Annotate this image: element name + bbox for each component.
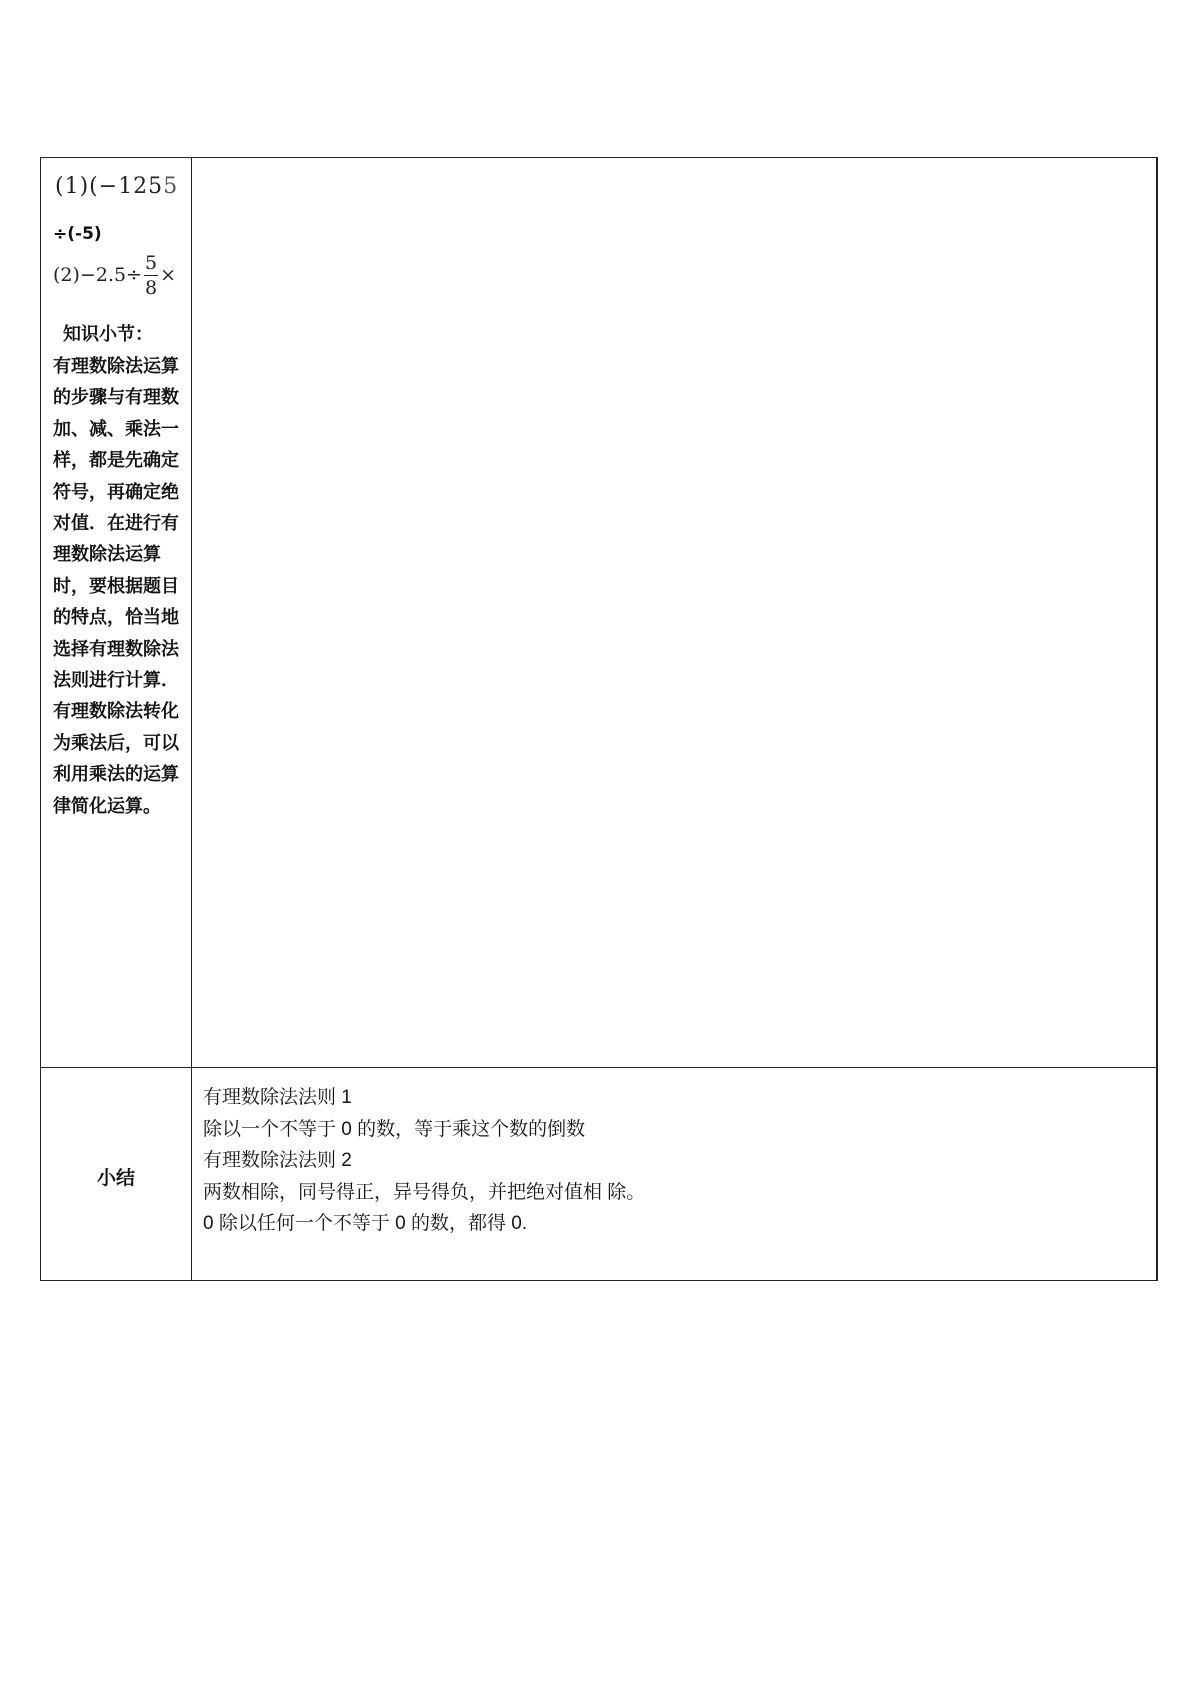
knowledge-section-title: 知识小节：	[63, 324, 153, 344]
exercise-2-expression: (2)−2.5÷ $\frac{5}{8}$ ×	[53, 252, 176, 299]
summary-label-cell	[41, 1068, 192, 1281]
division-rules	[203, 1082, 645, 1240]
blank-work-area	[192, 158, 1156, 1067]
content-row	[41, 158, 1157, 1068]
exercise-1-expression: (1)(−1255	[55, 174, 179, 199]
rule-1-text: 除以一个不等于 0 的数，等于乘这个数的倒数	[203, 1118, 586, 1140]
fraction: $\frac{5}{8}$	[144, 252, 158, 299]
summary-content-cell	[192, 1068, 1157, 1281]
rule-2-title: 有理数除法法则 2	[203, 1150, 352, 1171]
exercise-1-divisor: ÷(-5)	[53, 224, 102, 244]
summary-row	[41, 1068, 1157, 1281]
work-area-cell	[192, 158, 1157, 1068]
rule-1-title: 有理数除法法则 1	[203, 1087, 352, 1108]
knowledge-section-text: 有理数除法运算的步骤与有理数加、减、乘法一样，都是先确定符号，再确定绝对值．在进行有理数除法运算时，要根据题目的特点，恰当地选择有理数除法法则进行计算．有理数除法转化为乘法后，可以利用乘法的运算律简化运算。	[53, 356, 179, 816]
rule-zero-text: 0 除以任何一个不等于 0 的数，都得 0.	[203, 1213, 528, 1234]
lesson-table	[40, 157, 1158, 1281]
rule-2-text: 两数相除，同号得正，异号得负，并把绝对值相 除。	[203, 1181, 646, 1203]
left-cell	[41, 158, 192, 1068]
summary-label: 小结	[96, 1168, 135, 1189]
